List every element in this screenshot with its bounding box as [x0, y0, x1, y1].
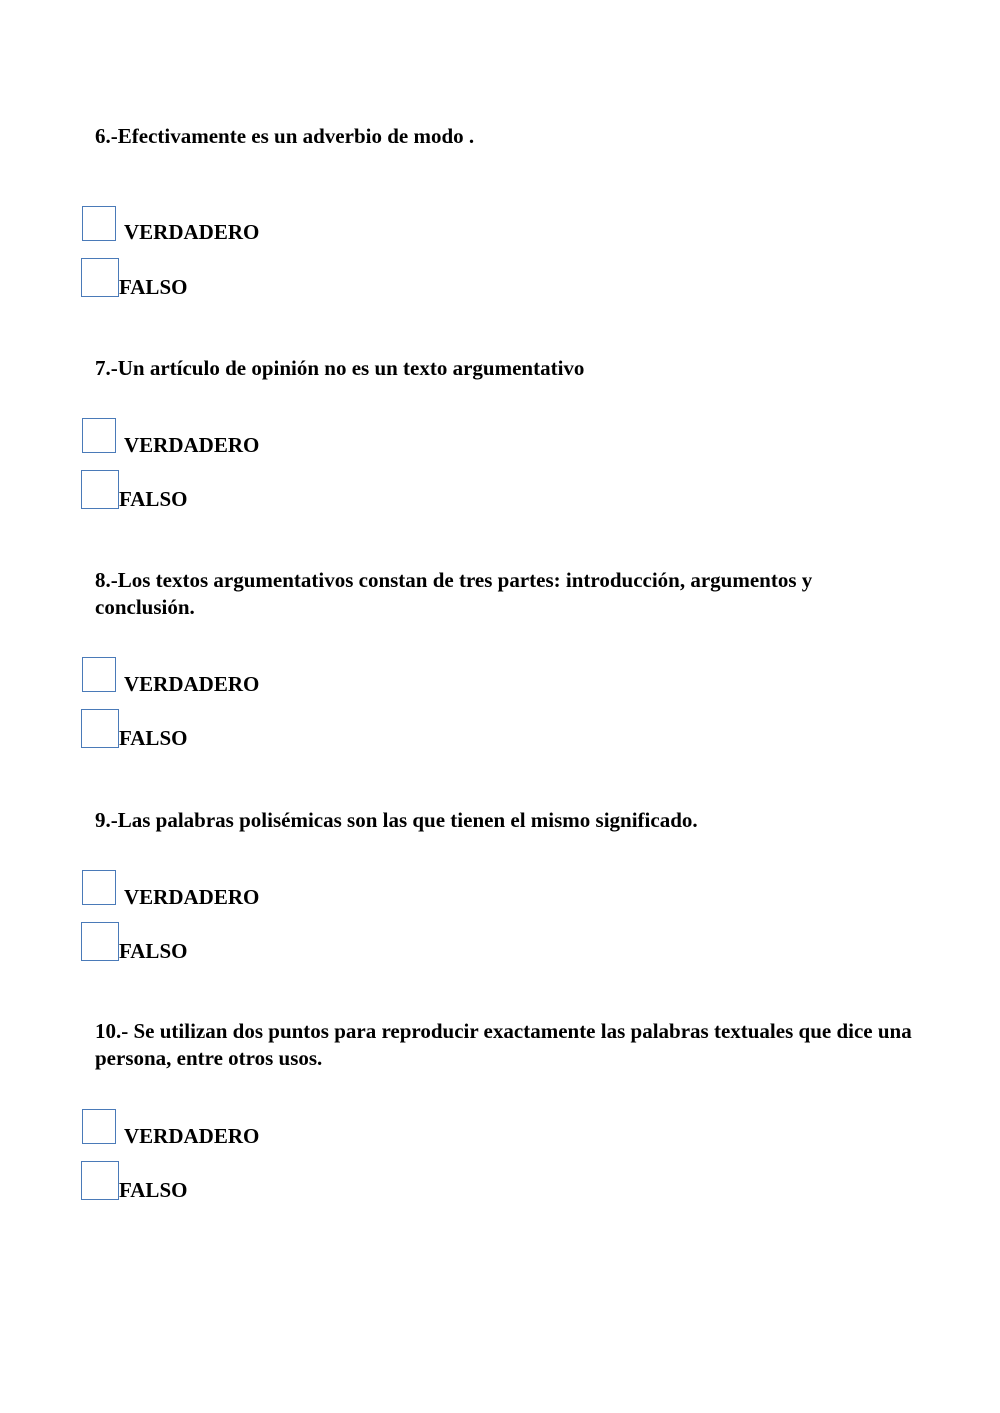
question-9-falso-checkbox[interactable]	[81, 922, 119, 961]
question-7-falso-label: FALSO	[119, 487, 188, 511]
question-7-text: 7.-Un artículo de opinión no es un texto argumentativo	[95, 356, 585, 380]
question-8-verdadero-checkbox[interactable]	[82, 657, 116, 692]
question-8-falso-label: FALSO	[119, 726, 188, 750]
question-6-verdadero-checkbox[interactable]	[82, 206, 116, 241]
question-6-falso-label: FALSO	[119, 275, 188, 299]
question-6-falso-checkbox[interactable]	[81, 258, 119, 297]
question-8-text: 8.-Los textos argumentativos constan de tres partes: introducción, argumentos y conclusión.	[95, 568, 813, 619]
question-6-verdadero-label: VERDADERO	[124, 220, 260, 244]
question-6-text: 6.-Efectivamente es un adverbio de modo .	[95, 124, 475, 148]
question-10-verdadero-checkbox[interactable]	[82, 1109, 116, 1144]
question-10-text: 10.- Se utilizan dos puntos para reproducir exactamente las palabras textuales que dice una persona, entre otros usos.	[95, 1019, 912, 1070]
question-7-falso-checkbox[interactable]	[81, 470, 119, 509]
question-9-text: 9.-Las palabras polisémicas son las que tienen el mismo significado.	[95, 808, 698, 832]
question-7-verdadero-checkbox[interactable]	[82, 418, 116, 453]
question-10-verdadero-label: VERDADERO	[124, 1124, 260, 1148]
question-10-falso-label: FALSO	[119, 1178, 188, 1202]
question-9-verdadero-checkbox[interactable]	[82, 870, 116, 905]
question-8-falso-checkbox[interactable]	[81, 709, 119, 748]
question-10-falso-checkbox[interactable]	[81, 1161, 119, 1200]
question-7-verdadero-label: VERDADERO	[124, 433, 260, 457]
question-9-verdadero-label: VERDADERO	[124, 885, 260, 909]
question-9-falso-label: FALSO	[119, 939, 188, 963]
question-8-verdadero-label: VERDADERO	[124, 672, 260, 696]
